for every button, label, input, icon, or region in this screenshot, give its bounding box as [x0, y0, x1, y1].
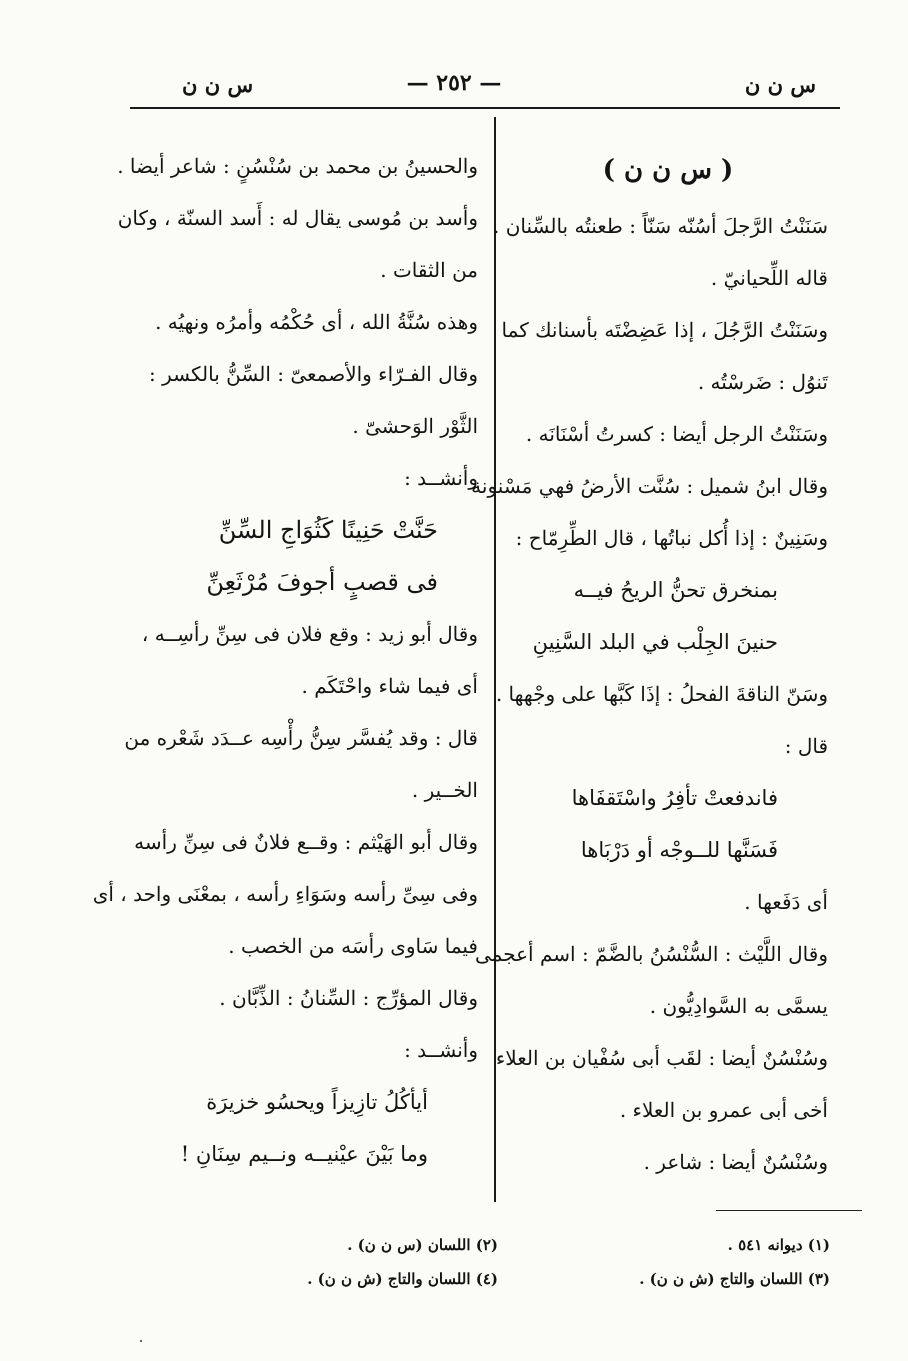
text-line: وقال ابنُ شميل : سُنَّت الأرضُ فهي مَسْنونة: [471, 474, 828, 498]
text-line: أخى أبى عمرو بن العلاء .: [619, 1098, 828, 1122]
page-number: — ٢٥٢ —: [406, 70, 502, 96]
footnote-1: (١) ديوانه ٥٤١ .: [727, 1236, 830, 1254]
verse-line: وما بَيْنَ عيْنيــه ونــيم سِنَانِ !: [180, 1142, 428, 1166]
header-rule: [130, 107, 840, 109]
text-line: وسَنِينٌ : إذا أُكل نباتُها ، قال الطِّرِمّاح :: [515, 526, 828, 550]
text-line: فيما سَاوى رأسَه من الخصب .: [228, 934, 478, 958]
text-line: وقال أبو زيد : وقع فلان فى سِنِّ رأسِــه ،: [141, 622, 478, 646]
verse-line: فاندفعتْ تأفِرُ واسْتَقفَاها: [571, 786, 778, 810]
text-line: وفى سِىِّ رأسه وسَوَاءِ رأسه ، بمعْنَى واحد ، أى: [92, 882, 478, 906]
verse-line: فى قصبٍ أجوفَ مُرْثَعِنِّ: [206, 568, 438, 596]
running-head-left: س ن ن: [182, 72, 254, 97]
text-line: قاله اللِّحيانيّ .: [710, 266, 828, 290]
right-column: [471, 140, 828, 1188]
text-line: وقال أبو الهَيْثم : وقــع فلانٌ فى سِنِّ رأسه: [134, 830, 478, 854]
text-line: وسُنْسُنٌ أيضا : لقَب أبى سُفْيان بن العلاء: [495, 1046, 828, 1070]
text-line: قال : وقد يُفسَّر سِنُّ رأْسِه عــدَد شَعْره من: [124, 726, 478, 750]
text-line: وأنشــد :: [404, 1038, 478, 1062]
text-line: أى دَفَعها .: [744, 890, 828, 914]
entry-title: ( س ن ن ): [602, 155, 734, 185]
footnote-rule: [716, 1210, 862, 1211]
verse-line: بمنخرق تحنُّ الريحُ فيــه: [573, 578, 778, 602]
text-line: وقال المؤرِّج : السِّنانُ : الذِّبَّان .: [219, 986, 478, 1010]
text-line: وقال اللَّيْث : السُّنْسُنُ بالضَّمّ : اسم أعجمى: [474, 942, 828, 966]
text-line: أى فيما شاء واحْتَكَم .: [301, 674, 478, 698]
running-head-right: س ن ن: [744, 72, 816, 97]
stray-mark: [140, 1340, 142, 1342]
text-line: وسَنَنْتُ الرجل أيضا : كسرتُ أسْنَانَه .: [525, 422, 828, 446]
text-line: وسَنَنْتُ الرَّجُلَ ، إذا عَضِضْتَه بأسنانك كما: [501, 318, 828, 342]
footnote-2: (٢) اللسان (س ن ن) .: [347, 1236, 498, 1254]
text-line: وسُنْسُنٌ أيضا : شاعر .: [643, 1150, 828, 1174]
text-line: الخــير .: [411, 778, 478, 802]
left-column: [92, 140, 478, 1180]
verse-line: حنينَ الجِلْب في البلد السَّنِينِ: [532, 630, 778, 654]
text-line: وسَنّ الناقةَ الفحلُ : إذَا كَبَّها على وجْهها .: [495, 682, 828, 706]
text-line: سَنَنْتُ الرَّجلَ أسُنّه سَنّاً : طعنتُه بالسِّنان .: [493, 214, 828, 238]
footnote-3: (٣) اللسان والتاج (ش ن ن) .: [639, 1270, 830, 1288]
verse-line: حَنَّتْ حَنِينًا كَثُوَاجِ السِّنِّ: [218, 516, 438, 544]
text-line: وقال الفـرّاء والأصمعىّ : السِّنُّ بالكسر :: [149, 362, 478, 386]
verse-line: أيأكُلُ تازِيزاً ويحسُو خزيرَة: [206, 1090, 428, 1114]
text-line: وهذه سُنَّةُ الله ، أى حُكْمُه وأمرُه ونهيُه .: [155, 310, 478, 334]
text-line: من الثقات .: [380, 258, 478, 282]
text-line: تَنوُل : ضَرسْتُه .: [697, 370, 828, 394]
text-line: قال :: [784, 734, 828, 758]
verse-line: فَسَنَّها للــوجْه أو دَرْبَاها: [580, 838, 778, 862]
text-line: وأسد بن مُوسى يقال له : أَسد السنّة ، وكان: [117, 206, 478, 230]
footnote-4: (٤) اللسان والتاج (ش ن ن) .: [307, 1270, 498, 1288]
text-line: يسمَّى به السَّوادِيُّون .: [649, 994, 828, 1018]
text-line: الثَّوْر الوَحشىّ .: [352, 414, 478, 438]
text-line: وأنشــد :: [404, 466, 478, 490]
text-line: والحسينُ بن محمد بن سُنْسُنٍ : شاعر أيضا .: [117, 154, 478, 178]
